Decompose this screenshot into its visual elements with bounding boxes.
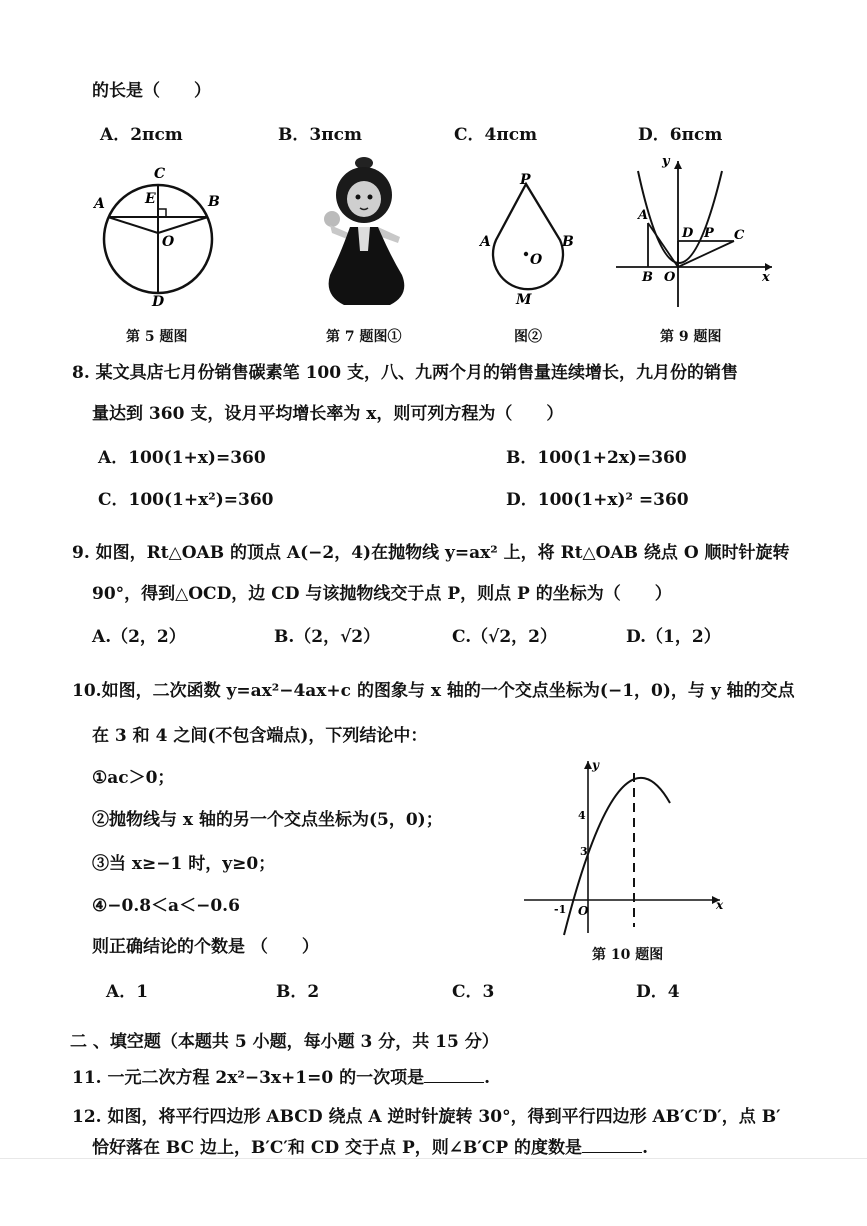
- q9-line2: 90°，得到△OCD，边 CD 与该抛物线交于点 P，则点 P 的坐标为（ ）: [92, 584, 672, 604]
- q9-option-b: B.（2，√2）: [274, 627, 381, 647]
- label-b: B: [208, 194, 220, 210]
- q9-line1: 9. 如图，Rt△OAB 的顶点 A(−2，4)在抛物线 y=ax² 上，将 Rt△OAB 绕点 O 顺时针旋转: [72, 543, 790, 563]
- label-a: A: [638, 208, 649, 223]
- figure-5-circle: [90, 160, 230, 310]
- label-o: O: [664, 270, 676, 285]
- q10-option-c: C．3: [452, 982, 495, 1002]
- q10-option-d: D．4: [636, 982, 680, 1002]
- label-d: D: [152, 294, 165, 310]
- label-y: y: [662, 155, 670, 169]
- figure-9-parabola: [610, 155, 780, 315]
- option-b: B．3πcm: [278, 125, 362, 145]
- figure-7-2-caption: 图②: [514, 329, 542, 345]
- figure-5-caption: 第 5 题图: [126, 329, 188, 345]
- figure-7-doll: [318, 155, 418, 310]
- q10-conclusion-4: ④−0.8＜a＜−0.6: [92, 896, 240, 916]
- label-o: O: [530, 252, 543, 268]
- q8-option-b: B．100(1+2x)=360: [506, 448, 687, 468]
- label-4: 4: [578, 809, 586, 822]
- q8-line2: 量达到 360 支，设月平均增长率为 x，则可列方程为（ ）: [92, 404, 564, 424]
- q10-conclusion-1: ①ac＞0；: [92, 768, 175, 788]
- q12-line2: 恰好落在 BC 边上，B′C′和 CD 交于点 P，则∠B′CP 的度数是: [92, 1138, 583, 1158]
- figure-7-1-caption: 第 7 题图①: [326, 329, 402, 345]
- figure-7-2-teardrop: [478, 168, 588, 310]
- q8-option-d: D．100(1+x)² =360: [506, 490, 689, 510]
- page-footer-divider: [0, 1158, 867, 1159]
- label-x: x: [762, 270, 770, 285]
- label-p: P: [520, 172, 531, 188]
- label-a: A: [480, 234, 491, 250]
- q10-conclusion-2: ②抛物线与 x 轴的另一个交点坐标为(5，0)；: [92, 810, 443, 830]
- section-2-heading: 二 、填空题（本题共 5 小题，每小题 3 分，共 15 分）: [70, 1032, 499, 1052]
- q9-option-a: A.（2，2）: [92, 627, 186, 647]
- q9-option-d: D.（1，2）: [626, 627, 721, 647]
- q12-answer-blank[interactable]: [582, 1136, 642, 1153]
- q12-line2-wrap: [92, 1136, 648, 1159]
- figure-9-caption: 第 9 题图: [660, 329, 722, 345]
- q11: [72, 1066, 490, 1089]
- label-b: B: [562, 234, 574, 250]
- label-minus1: -1: [554, 903, 567, 916]
- question-tail-text: 的长是（ ）: [92, 81, 211, 101]
- label-e: E: [145, 191, 156, 207]
- label-o: O: [162, 234, 175, 250]
- label-a: A: [94, 196, 105, 212]
- label-m: M: [516, 292, 532, 308]
- q10-option-a: A．1: [106, 982, 149, 1002]
- q10-line1: 10.如图，二次函数 y=ax²−4ax+c 的图象与 x 轴的一个交点坐标为(−1，0)，与 y 轴的交点: [72, 681, 795, 701]
- q12-line1: 12. 如图，将平行四边形 ABCD 绕点 A 逆时针旋转 30°，得到平行四边形 AB′C′D′，点 B′: [72, 1107, 781, 1127]
- option-c: C．4πcm: [454, 125, 538, 145]
- q11-end: .: [484, 1068, 491, 1088]
- label-x: x: [716, 898, 724, 912]
- q8-option-a: A．100(1+x)=360: [98, 448, 266, 468]
- label-3: 3: [580, 845, 588, 858]
- q11-answer-blank[interactable]: [424, 1066, 484, 1083]
- label-c: C: [154, 166, 166, 182]
- label-o: O: [578, 904, 589, 918]
- option-a: A．2πcm: [100, 125, 183, 145]
- q10-ask: 则正确结论的个数是 （ ）: [92, 937, 319, 957]
- label-d: D: [682, 226, 694, 241]
- q12-end: .: [642, 1138, 648, 1158]
- label-p: P: [704, 226, 714, 241]
- q8-option-c: C．100(1+x²)=360: [98, 490, 274, 510]
- option-d: D．6πcm: [638, 125, 723, 145]
- figure-10-parabola: [520, 755, 730, 940]
- q9-option-c: C.（√2，2）: [452, 627, 557, 647]
- q10-line2: 在 3 和 4 之间(不包含端点)，下列结论中：: [92, 726, 428, 746]
- q10-conclusion-3: ③当 x≥−1 时，y≥0；: [92, 854, 276, 874]
- q8-line1: 8. 某文具店七月份销售碳素笔 100 支，八、九两个月的销售量连续增长，九月份的销售: [72, 363, 738, 383]
- label-y: y: [592, 758, 599, 772]
- figure-10-caption: 第 10 题图: [592, 947, 664, 963]
- label-c: C: [734, 228, 745, 243]
- q10-option-b: B．2: [276, 982, 320, 1002]
- label-b: B: [642, 270, 653, 285]
- q11-text: 11. 一元二次方程 2x²−3x+1=0 的一次项是: [72, 1068, 425, 1088]
